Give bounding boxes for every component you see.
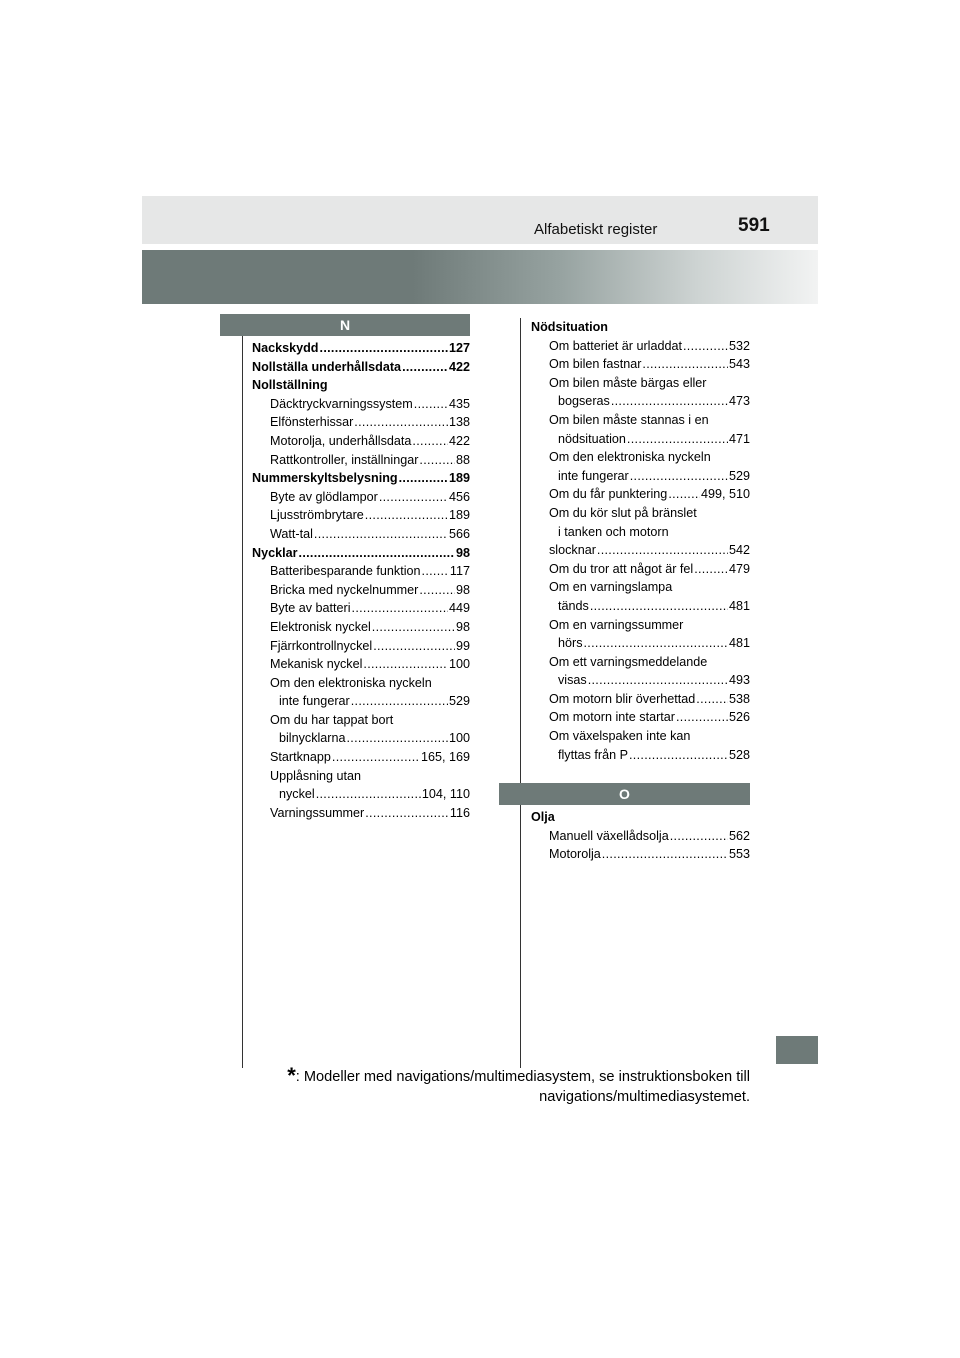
index-entry: Motorolja, underhållsdata ..... 422 <box>252 432 470 451</box>
chapter-tab <box>776 1036 818 1064</box>
left-column-rule <box>242 320 243 1068</box>
index-entry: Ljusströmbrytare ..... 189 <box>252 506 470 525</box>
middle-column-rule <box>520 318 521 1068</box>
section-header-n: N <box>220 314 470 336</box>
footnote-line-2: navigations/multimediasystemet. <box>539 1089 750 1105</box>
index-entry: Däcktryckvarningssystem ..... 435 <box>252 395 470 414</box>
index-text: Om ett varningsmeddelande <box>549 654 708 669</box>
index-entry: bogseras ..... 473 <box>531 392 750 411</box>
index-entry: flyttas från P ..... 528 <box>531 746 750 765</box>
index-entry: Batteribesparande funktion ..... 117 <box>252 562 470 581</box>
index-text: Om en varningssummer <box>549 617 684 632</box>
footnote <box>260 1063 750 1107</box>
index-text: Om du har tappat bort <box>270 712 394 727</box>
index-text: Om bilen måste stannas i en <box>549 412 709 427</box>
index-entry: Om batteriet är urladdat ..... 532 <box>531 337 750 356</box>
index-entry: visas ..... 493 <box>531 671 750 690</box>
index-entry: Manuell växellådsolja ..... 562 <box>531 827 750 846</box>
index-entry: bilnycklarna ..... 100 <box>252 729 470 748</box>
index-heading: Nollställning <box>252 378 328 393</box>
index-entry: Nycklar ..... 98 <box>252 544 470 563</box>
index-entry: hörs ..... 481 <box>531 634 750 653</box>
page-title: Alfabetiskt register <box>534 221 658 238</box>
index-text: Om du kör slut på bränslet <box>549 505 697 520</box>
index-entry: Om motorn blir överhettad ..... 538 <box>531 690 750 709</box>
index-entry: slocknar ..... 542 <box>531 541 750 560</box>
index-entry: Rattkontroller, inställningar ..... 88 <box>252 451 470 470</box>
index-entry: Varningssummer ..... 116 <box>252 804 470 823</box>
footnote-mark: * <box>287 1063 296 1088</box>
index-entry: inte fungerar ..... 529 <box>252 692 470 711</box>
index-text: Om den elektroniska nyckeln <box>549 450 711 465</box>
index-text: Upplåsning utan <box>270 768 362 783</box>
index-entry: Om bilen fastnar ..... 543 <box>531 355 750 374</box>
index-entry: Byte av glödlampor ..... 456 <box>252 488 470 507</box>
index-column-n-continued <box>531 318 750 764</box>
index-entry: Byte av batteri ..... 449 <box>252 599 470 618</box>
index-text: Om en varningslampa <box>549 580 673 595</box>
index-entry: Fjärrkontrollnyckel ..... 99 <box>252 637 470 656</box>
footnote-line-1: : Modeller med navigations/multimediasystem, se instruktionsboken till <box>295 1069 750 1085</box>
page-number: 591 <box>738 215 770 236</box>
index-entry: Om du får punktering ..... 499, 510 <box>531 485 750 504</box>
index-entry: Motorolja ..... 553 <box>531 845 750 864</box>
index-entry: tänds ..... 481 <box>531 597 750 616</box>
index-entry: Elektronisk nyckel ..... 98 <box>252 618 470 637</box>
index-entry: Mekanisk nyckel ..... 100 <box>252 655 470 674</box>
index-heading: Nödsituation <box>531 320 608 334</box>
decorative-band <box>142 250 818 304</box>
index-entry: inte fungerar ..... 529 <box>531 467 750 486</box>
index-entry: Nollställa underhållsdata ..... 422 <box>252 358 470 377</box>
index-entry: Nackskydd ..... 127 <box>252 339 470 358</box>
index-text: i tanken och motorn <box>558 524 669 539</box>
index-entry: Watt-tal ..... 566 <box>252 525 470 544</box>
index-entry: Nummerskyltsbelysning ..... 189 <box>252 469 470 488</box>
index-entry: Startknapp ..... 165, 169 <box>252 748 470 767</box>
index-entry: Bricka med nyckelnummer ..... 98 <box>252 581 470 600</box>
header-bar <box>142 196 818 244</box>
index-text: Om den elektroniska nyckeln <box>270 675 432 690</box>
index-text: Om bilen måste bärgas eller <box>549 375 707 390</box>
index-entry: Om du tror att något är fel ..... 479 <box>531 560 750 579</box>
index-heading: Olja <box>531 810 555 824</box>
index-entry: Elfönsterhissar ..... 138 <box>252 413 470 432</box>
index-entry: nyckel ..... 104, 110 <box>252 785 470 804</box>
index-entry: nödsituation ..... 471 <box>531 430 750 449</box>
index-text: Om växelspaken inte kan <box>549 729 691 744</box>
index-column-o <box>531 808 750 864</box>
index-column-n <box>252 339 470 822</box>
section-header-o: O <box>499 783 750 805</box>
index-entry: Om motorn inte startar ..... 526 <box>531 708 750 727</box>
